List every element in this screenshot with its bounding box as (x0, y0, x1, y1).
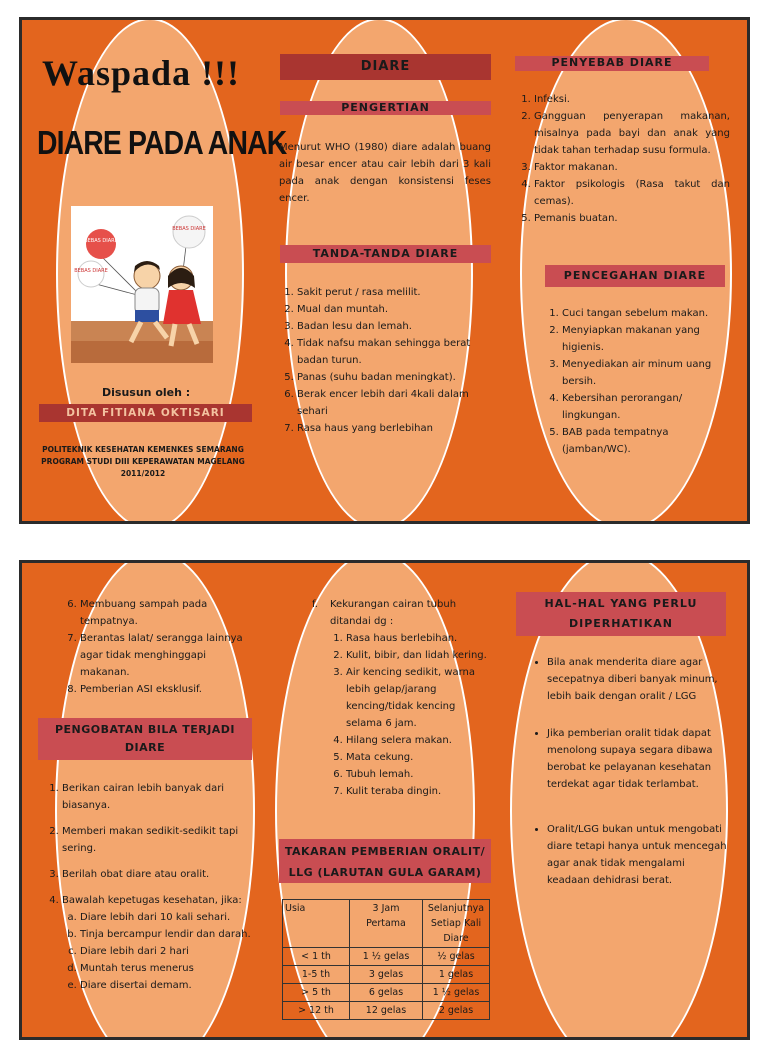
list-item-text: Bawalah kepetugas kesehatan, jika: (62, 895, 242, 906)
list-item: 1. Sakit perut / rasa melilit. (297, 284, 493, 301)
hal-heading-line: DIPERHATIKAN (569, 617, 673, 630)
pencegahan-list (540, 305, 736, 458)
pengertian-text: Menurut WHO (1980) diare adalah buang air besar encer atau cair lebih dari 3 kali pada anak dengan konsistensi feses encer. (279, 142, 491, 204)
list-marker: f. (312, 599, 318, 610)
takaran-heading (272, 841, 498, 883)
table-header-row (283, 900, 490, 948)
pencegahan-heading: PENCEGAHAN DIARE (563, 269, 707, 282)
tanda-heading: TANDA-TANDA DIARE (312, 247, 459, 260)
table-cell: 1 gelas (423, 966, 490, 984)
cover-subtitle: DIARE PADA ANAK (37, 124, 287, 161)
list-item: 5. Panas (suhu badan meningkat). (297, 369, 493, 386)
list-item: 4. Kebersihan perorangan/ lingkungan. (562, 390, 736, 424)
sub-list-item: b. Tinja bercampur lendir dan darah. (80, 926, 256, 943)
hal-heading-line: HAL-HAL YANG PERLU (544, 597, 698, 610)
table-row (283, 948, 490, 966)
brochure-front-panel (19, 17, 750, 524)
list-item: 2. Memberi makan sedikit-sedikit tapi sering. (62, 823, 256, 857)
table-cell: 3 gelas (350, 966, 423, 984)
table-header-cell: Usia (283, 900, 350, 948)
cover-title: Waspada !!! (42, 53, 241, 93)
table-cell: 6 gelas (350, 984, 423, 1002)
table-header-cell: Selanjutnya Setiap Kali Diare (423, 900, 490, 948)
list-item: 1. Infeksi. (534, 91, 730, 108)
table-cell: 1 ½ gelas (350, 948, 423, 966)
author-name-bar (39, 404, 252, 422)
author-name: DITA FITIANA OKTISARI (66, 407, 225, 419)
list-item: 8. Pemberian ASI eksklusif. (80, 681, 258, 698)
list-item: 2. Kulit, bibir, dan lidah kering. (346, 647, 493, 664)
author-label: Disusun oleh : (102, 386, 191, 399)
table-cell: 1 ½ gelas (423, 984, 490, 1002)
list-item: 4. Hilang selera makan. (346, 732, 493, 749)
table-cell: 2 gelas (423, 1002, 490, 1020)
table-cell: > 5 th (283, 984, 350, 1002)
penyebab-list (512, 91, 730, 227)
list-item: 7. Kulit teraba dingin. (346, 783, 493, 800)
table-row (283, 1002, 490, 1020)
table-cell: > 12 th (283, 1002, 350, 1020)
list-item: 2. Menyiapkan makanan yang higienis. (562, 322, 736, 356)
list-item: 4. Faktor psikologis (Rasa takut dan cemas). (534, 176, 730, 210)
list-item: 2. Gangguan penyerapan makanan, misalnya pada bayi dan anak yang tidak tahan terhadap susu formula. (534, 108, 730, 159)
list-item: 7. Berantas lalat/ serangga lainnya agar tidak menghinggapi makanan. (80, 630, 258, 681)
list-item: 5. Pemanis buatan. (534, 210, 730, 227)
kekurangan-intro: Kekurangan cairan tubuh ditandai dg : (330, 599, 457, 627)
table-row (283, 966, 490, 984)
list-item: 3. Air kencing sedikit, warna lebih gelap/jarang kencing/tidak kencing selama 6 jam. (346, 664, 493, 732)
pengobatan-heading (38, 721, 252, 757)
list-item: 6. Tubuh lemah. (346, 766, 493, 783)
balloon-label: BEBAS DIARE (172, 226, 206, 232)
table-cell: ½ gelas (423, 948, 490, 966)
list-item: 3. Berilah obat diare atau oralit. (62, 866, 256, 883)
table-header-cell: 3 Jam Pertama (350, 900, 423, 948)
list-item: 3. Badan lesu dan lemah. (297, 318, 493, 335)
brochure-back-panel (19, 560, 750, 1040)
takaran-heading-line: TAKARAN PEMBERIAN ORALIT/ (284, 845, 486, 858)
pengobatan-heading-line: PENGOBATAN BILA TERJADI (54, 723, 236, 736)
list-item: 3. Faktor makanan. (534, 159, 730, 176)
children-with-balloons-illustration (71, 206, 213, 363)
list-item: 5. Mata cekung. (346, 749, 493, 766)
sub-list-item: e. Diare disertai demam. (80, 977, 256, 994)
sub-list-item: a. Diare lebih dari 10 kali sehari. (80, 909, 256, 926)
decorative-oval (285, 18, 473, 524)
list-item (62, 892, 256, 994)
pencegahan-list-continued (58, 596, 258, 698)
balloon-icon (173, 216, 205, 248)
pengertian-heading: PENGERTIAN (341, 101, 430, 114)
list-item: • Oralit/LGG bukan untuk mengobati diare tetapi hanya untuk mencegah agar anak tidak mengalami keadaan dehidrasi berat. (547, 821, 730, 889)
list-item: 5. BAB pada tempatnya (jamban/WC). (562, 424, 736, 458)
balloon-icon (78, 261, 104, 287)
list-item: 2. Mual dan muntah. (297, 301, 493, 318)
sub-list-item: c. Diare lebih dari 2 hari (80, 943, 256, 960)
table-row (283, 984, 490, 1002)
takaran-heading-line: LLG (LARUTAN GULA GARAM) (288, 866, 482, 879)
list-item: 6. Membuang sampah pada tempatnya. (80, 596, 258, 630)
list-item: • Jika pemberian oralit tidak dapat menolong supaya segara dibawa berobat ke pelayanan kesehatan terdekat agar tidak terlambat. (547, 725, 730, 793)
table-cell: 12 gelas (350, 1002, 423, 1020)
table-cell: < 1 th (283, 948, 350, 966)
balloon-label: BEBAS DIARE (74, 268, 108, 274)
list-item: • Bila anak menderita diare agar secepatnya diberi banyak minum, lebih baik dengan oralit / LGG (547, 654, 730, 705)
cover-illustration (71, 206, 213, 363)
hal-list (525, 654, 730, 889)
penyebab-heading: PENYEBAB DIARE (551, 56, 673, 69)
list-item: 1. Berikan cairan lebih banyak dari biasanya. (62, 780, 256, 814)
list-item: 4. Tidak nafsu makan sehingga berat badan turun. (297, 335, 493, 369)
balloon-icon (86, 229, 116, 259)
kekurangan-block (308, 596, 493, 800)
institution-line: 2011/2012 (120, 469, 166, 478)
list-item: 1. Cuci tangan sebelum makan. (562, 305, 736, 322)
sub-list-item: d. Muntah terus menerus (80, 960, 256, 977)
list-item: 3. Menyediakan air minum uang bersih. (562, 356, 736, 390)
diare-heading: DIARE (360, 59, 411, 74)
list-item: 1. Rasa haus berlebihan. (346, 630, 493, 647)
institution-line: POLITEKNIK KESEHATAN KEMENKES SEMARANG (42, 445, 244, 454)
pengobatan-heading-line: DIARE (124, 741, 166, 754)
list-item: 7. Rasa haus yang berlebihan (297, 420, 493, 437)
hal-heading (516, 594, 726, 634)
list-item: 6. Berak encer lebih dari 4kali dalam sehari (297, 386, 493, 420)
tanda-list (275, 284, 493, 437)
balloon-label: BEBAS DIARE (84, 238, 118, 244)
institution-block (34, 444, 252, 480)
table-cell: 1-5 th (283, 966, 350, 984)
pengobatan-list (40, 780, 256, 994)
oralit-dosage-table (282, 899, 490, 1020)
institution-line: PROGRAM STUDI DIII KEPERAWATAN MAGELANG (41, 457, 245, 466)
